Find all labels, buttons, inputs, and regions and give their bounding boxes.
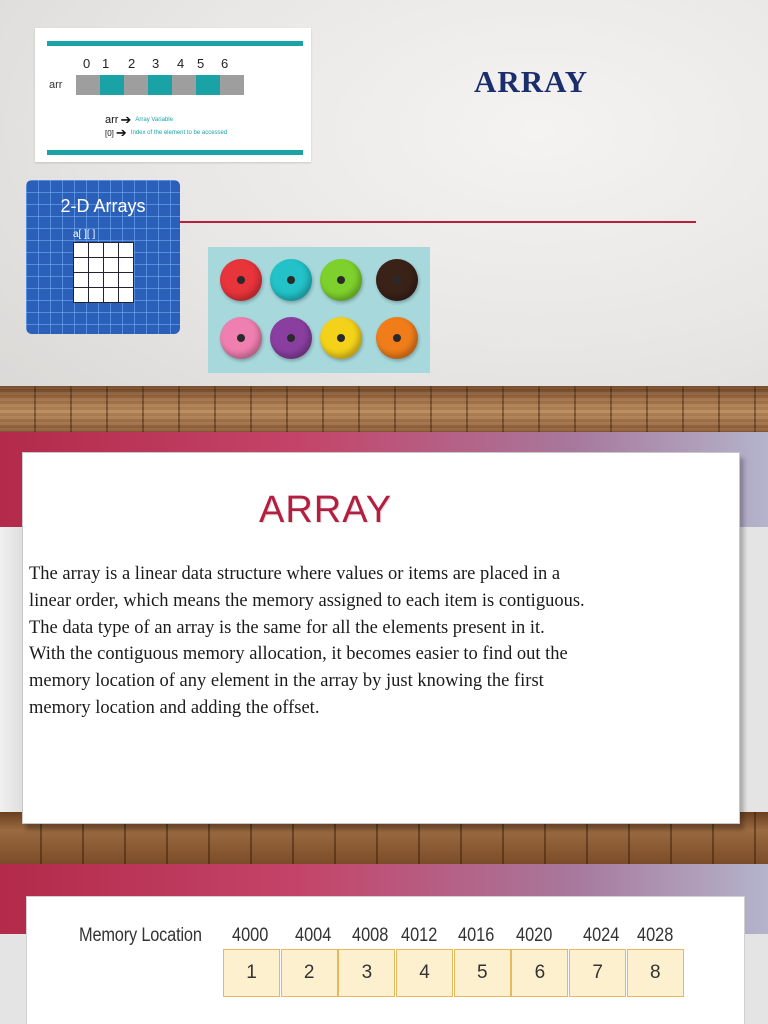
array-cell [220, 75, 244, 95]
memory-location-label: Memory Location [79, 925, 202, 946]
memory-address: 4024 [583, 925, 620, 946]
slide-memory-location [0, 864, 768, 1024]
array-cell [196, 75, 220, 95]
memory-cell: 4 [396, 949, 453, 997]
donut [376, 259, 418, 301]
slide-array-intro [0, 0, 768, 432]
memory-cell: 7 [569, 949, 626, 997]
memory-cell: 2 [281, 949, 338, 997]
donut [270, 259, 312, 301]
two-d-array-image [26, 180, 180, 334]
text-line: memory location and adding the offset. [29, 697, 320, 718]
slide-title: ARRAY [474, 64, 589, 99]
text-line: The data type of an array is the same for all the elements present in it. [29, 617, 545, 638]
memory-cell: 6 [511, 949, 568, 997]
array-cell [172, 75, 196, 95]
memory-cells [223, 949, 685, 997]
two-d-grid [73, 242, 134, 303]
diagram-top-bar [47, 41, 303, 46]
legend-index [105, 125, 228, 140]
legend-term: [0] [105, 128, 114, 138]
array-index-label: 1 [102, 56, 110, 71]
text-line: linear order, which means the memory assigned to each item is contiguous. [29, 590, 585, 611]
legend-desc: Array Variable [135, 117, 173, 123]
definition-text [29, 561, 729, 722]
legend-term: arr [105, 114, 119, 126]
array-cell [148, 75, 172, 95]
memory-card [26, 896, 745, 1024]
array-index-label: 3 [152, 56, 160, 71]
memory-address: 4016 [458, 925, 495, 946]
text-line: memory location of any element in the array by just knowing the first [29, 671, 544, 692]
donut [320, 259, 362, 301]
donut [220, 259, 262, 301]
donuts-photo [208, 247, 430, 373]
text-line: The array is a linear data structure where values or items are placed in a [29, 564, 561, 584]
diagram-bottom-bar [47, 150, 303, 155]
wood-floor [0, 386, 768, 432]
array-cell [76, 75, 100, 95]
definition-card [22, 452, 740, 824]
array-index-label: 6 [221, 56, 229, 71]
array-index-label: 0 [83, 56, 91, 71]
memory-address: 4012 [401, 925, 438, 946]
divider-line [180, 221, 696, 223]
arrow-right-icon: ➔ [115, 125, 127, 140]
two-d-subtitle: a[ ][ ] [73, 229, 96, 240]
memory-address: 4020 [516, 925, 553, 946]
array-diagram [35, 28, 311, 162]
array-index-label: 4 [177, 56, 185, 71]
memory-cell: 3 [338, 949, 395, 997]
slide-array-definition [0, 432, 768, 864]
slide-title: ARRAY [259, 489, 393, 531]
memory-address: 4028 [637, 925, 674, 946]
text-line: With the contiguous memory allocation, it becomes easier to find out the [29, 644, 568, 665]
array-cell [124, 75, 148, 95]
memory-address: 4008 [352, 925, 389, 946]
legend-desc: Index of the element to be accessed [130, 130, 228, 136]
array-index-label: 2 [128, 56, 136, 71]
donut [220, 317, 262, 359]
array-index-label: 5 [197, 56, 205, 71]
donut [376, 317, 418, 359]
memory-address: 4000 [232, 925, 269, 946]
memory-address: 4004 [295, 925, 332, 946]
two-d-title: 2-D Arrays [60, 196, 146, 216]
donut [270, 317, 312, 359]
memory-cell: 1 [223, 949, 280, 997]
array-cell [100, 75, 124, 95]
arrow-right-icon: ➔ [120, 112, 132, 127]
arr-label: arr [49, 79, 63, 91]
memory-cell: 5 [454, 949, 511, 997]
memory-cell: 8 [627, 949, 684, 997]
donut [320, 317, 362, 359]
